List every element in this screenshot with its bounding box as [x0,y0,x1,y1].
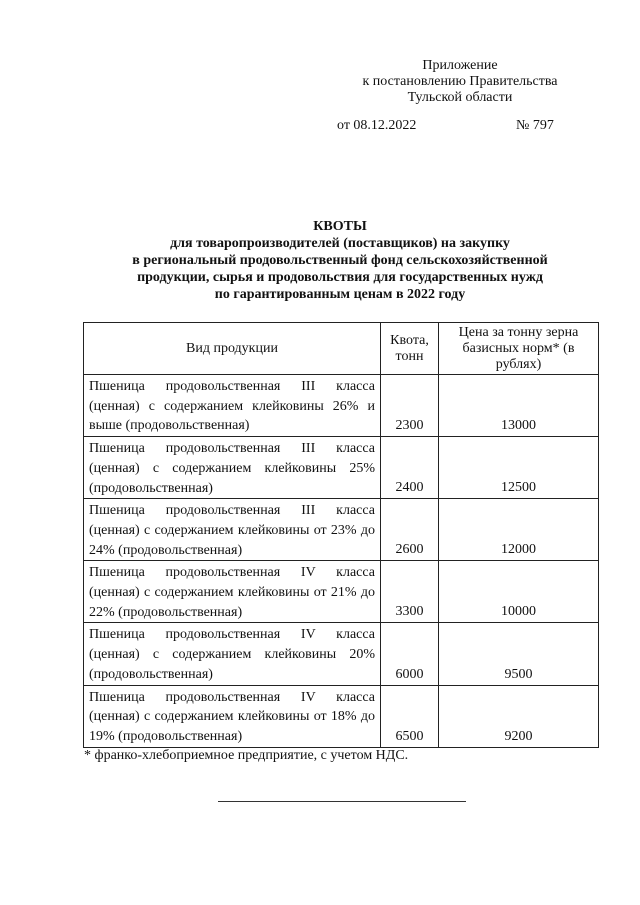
cell-price: 9200 [439,685,599,747]
title-line-3: продукции, сырья и продовольствия для государственных нужд [137,270,543,285]
document-title [90,218,590,303]
table-row [84,561,599,623]
table-row [84,623,599,685]
table-row [84,685,599,747]
title-line-1: для товаропроизводителей (поставщиков) на закупку [170,236,510,251]
document-date: от 08.12.2022 [337,118,417,133]
title-line-2: в региональный продовольственный фонд сельскохозяйственной [132,253,548,268]
cell-product: Пшеница продовольственная IV класса (ценная) с содержанием клейковины 20% (продовольственная) [84,623,381,685]
quota-table [83,322,599,748]
document-number: № 797 [516,118,554,133]
title-line-4: по гарантированным ценам в 2022 году [214,287,466,302]
cell-quota: 2300 [381,375,439,437]
title-main: КВОТЫ [313,219,367,234]
header-quota: Квота, тонн [381,323,439,375]
table-row [84,375,599,437]
table-header-row [84,323,599,375]
table-row [84,499,599,561]
footnote: * франко-хлебоприемное предприятие, с учетом НДС. [84,748,409,763]
appendix-header [330,58,590,106]
table-row [84,437,599,499]
appendix-resolution: к постановлению Правительства [362,74,558,89]
appendix-region: Тульской области [407,90,513,105]
end-divider [218,801,466,802]
cell-price: 13000 [439,375,599,437]
cell-product: Пшеница продовольственная IV класса (ценная) с содержанием клейковины от 21% до 22% (продовольственная) [84,561,381,623]
cell-quota: 2400 [381,437,439,499]
cell-product: Пшеница продовольственная III класса (ценная) с содержанием клейковины от 23% до 24% (продовольственная) [84,499,381,561]
cell-quota: 6500 [381,685,439,747]
header-price: Цена за тонну зерна базисных норм* (в рублях) [439,323,599,375]
cell-price: 10000 [439,561,599,623]
cell-quota: 3300 [381,561,439,623]
cell-quota: 6000 [381,623,439,685]
cell-quota: 2600 [381,499,439,561]
header-product: Вид продукции [84,323,381,375]
cell-product: Пшеница продовольственная IV класса (ценная) с содержанием клейковины от 18% до 19% (продовольственная) [84,685,381,747]
cell-product: Пшеница продовольственная III класса (ценная) с содержанием клейковины 25% (продовольственная) [84,437,381,499]
appendix-label: Приложение [422,58,498,73]
cell-price: 9500 [439,623,599,685]
cell-price: 12000 [439,499,599,561]
cell-price: 12500 [439,437,599,499]
cell-product: Пшеница продовольственная III класса (ценная) с содержанием клейковины 26% и выше (продовольственная) [84,375,381,437]
